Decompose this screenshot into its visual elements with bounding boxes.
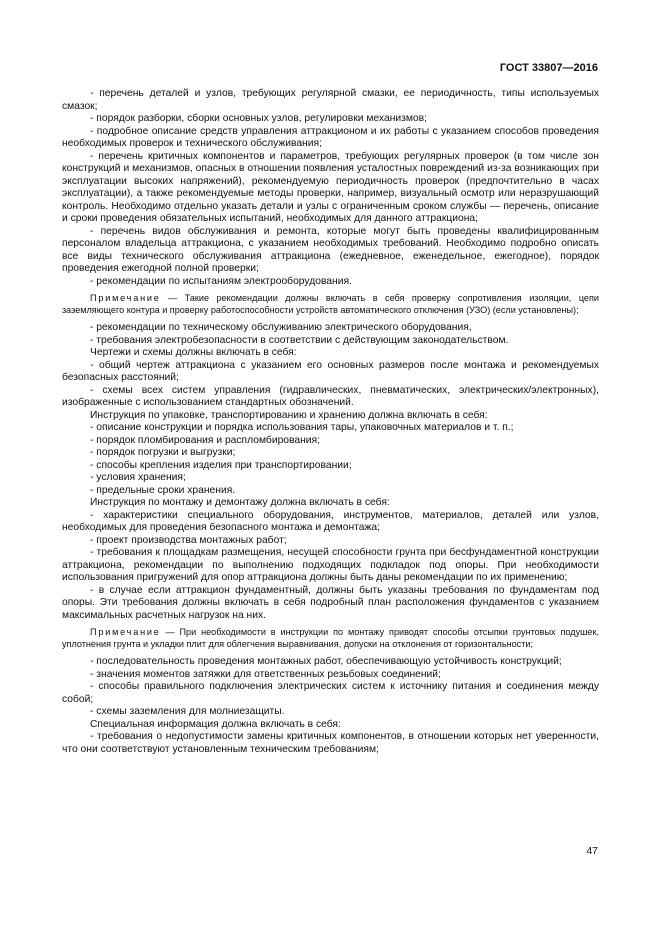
note-text: — При необходимости в инструкции по монтажу приводят способы отсыпки грунтовых подушек, уплотнения грунта и укладки плит для облегчения выравнивания, допуски на отклонения от горизонтальности; [62, 627, 599, 649]
note [62, 627, 599, 650]
paragraph: Инструкция по упаковке, транспортированию и хранению должна включать в себя: [90, 409, 488, 421]
note-label: Примечание [90, 293, 161, 303]
paragraph: - порядок разборки, сборки основных узлов, регулировки механизмов; [90, 113, 427, 124]
page-number: 47 [586, 845, 598, 857]
paragraph: - характеристики специального оборудования, инструментов, материалов, деталей или узлов, необходимых для проведения безопасного монтажа и демонтажа; [62, 509, 599, 533]
paragraph: - предельные сроки хранения. [90, 484, 236, 496]
paragraph: - требования электробезопасности в соответствии с действующим законодательством. [90, 334, 509, 346]
note-text: — Такие рекомендации должны включать в себя проверку сопротивления изоляции, цепи заземляющего контура и проверку работоспособности устройств автоматического отключения (УЗО) (если установлены); [62, 293, 599, 315]
paragraph: Специальная информация должна включать в себя: [90, 718, 341, 730]
paragraph: - перечень деталей и узлов, требующих регулярной смазки, ее периодичность, типы используемых смазок; [62, 88, 599, 112]
paragraph: - порядок пломбирования и распломбирования; [90, 434, 320, 446]
paragraph: - значения моментов затяжки для ответственных резьбовых соединений; [90, 668, 441, 680]
note [62, 293, 599, 316]
paragraph: - условия хранения; [90, 472, 186, 483]
note-label: Примечание [90, 627, 161, 637]
paragraph: - схемы всех систем управления (гидравлических, пневматических, электрических/электронных), изображенные с использованием стандартных обозначений. [62, 384, 599, 408]
paragraph: - общий чертеж аттракциона с указанием его основных размеров после монтажа и рекомендуемых безопасных расстояний; [62, 359, 599, 383]
paragraph: - в случае если аттракцион фундаментный, должны быть указаны требования по фундаментам под опоры. Эти требования должны включать в себя подробный план расположения фундаментов с указанием максимальных расчетных нагрузок на них. [62, 584, 599, 621]
paragraph: - подробное описание средств управления аттракционом и их работы с указанием способов проведения необходимых проверок и технического обслуживания; [62, 125, 599, 149]
paragraph: Чертежи и схемы должны включать в себя: [90, 347, 297, 358]
paragraph: - способы крепления изделия при транспортировании; [90, 459, 352, 471]
body-text [62, 88, 599, 756]
paragraph: - описание конструкции и порядка использования тары, упаковочных материалов и т. п.; [90, 422, 514, 433]
paragraph: - рекомендации по испытаниям электрооборудования. [90, 275, 352, 287]
paragraph: - проект производства монтажных работ; [90, 534, 287, 546]
paragraph: - последовательность проведения монтажных работ, обеспечивающую устойчивость конструкций; [90, 656, 562, 667]
paragraph: - перечень критичных компонентов и параметров, требующих регулярных проверок (в том числе зон конструкций и механизмов, опасных в отношении появления усталостных повреждений из-за возникающих при эксплуатации высоких напряжений), рекомендуемую периодичность проверок (предпочтительно в часах эксплуатации), а также рекомендуемые методы проверки, например, визуальный осмотр или неразрушающий контроль. Необходимо отдельно указать детали и узлы с ограниченным сроком службы — перечень, описание и сроки проведения обязательных испытаний, необходимых для данного аттракциона; [62, 150, 599, 224]
paragraph: - способы правильного подключения электрических систем к источнику питания и соединения между собой; [62, 681, 599, 705]
paragraph: - порядок погрузки и выгрузки; [90, 447, 236, 458]
paragraph: - требования о недопустимости замены критичных компонентов, в отношении которых нет уверенности, что они соответствуют установленным техническим требованиям; [62, 731, 599, 755]
paragraph: - рекомендации по техническому обслуживанию электрического оборудования, [90, 322, 472, 333]
paragraph: Инструкция по монтажу и демонтажу должна включать в себя: [90, 497, 390, 508]
paragraph: - требования к площадкам размещения, несущей способности грунта при бесфундаментной конструкции аттракциона, рекомендации по выполнению подходящих подкладок под опоры. При необходимости использования пригружений для опор аттракциона должны быть даны рекомендации по их применению; [62, 547, 599, 583]
paragraph: - перечень видов обслуживания и ремонта, которые могут быть проведены квалифицированным персоналом владельца аттракциона, с указанием необходимых требований. Необходимо подробно описать все виды технического обслуживания аттракциона (ежедневное, еженедельное, ежегодное), порядок проведения ежегодной полной проверки; [62, 225, 599, 274]
document-header: ГОСТ 33807—2016 [499, 62, 598, 74]
paragraph: - схемы заземления для молниезащиты. [90, 706, 285, 717]
